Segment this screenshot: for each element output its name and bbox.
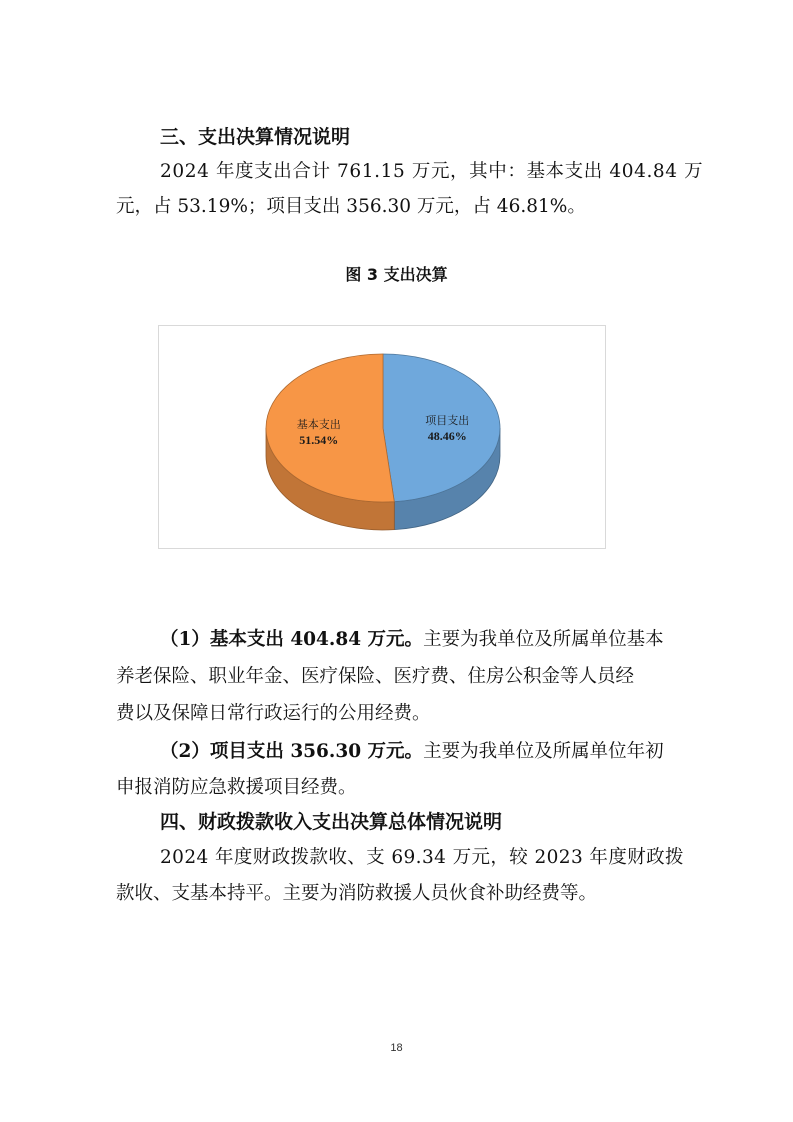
section-3-heading: 三、支出决算情况说明 — [160, 126, 351, 148]
item-1-line-1-rest: 主要为我单位及所属单位基本 — [423, 629, 664, 650]
pie-value-label: 48.46% — [427, 429, 467, 444]
item-1-line-3: 费以及保障日常行政运行的公用经费。 — [116, 703, 431, 724]
pie-chart — [158, 325, 606, 549]
item-2-lead: （2）项目支出 356.30 万元。 — [160, 741, 424, 762]
item-1-lead: （1）基本支出 404.84 万元。 — [160, 629, 424, 650]
section-3-paragraph-line-2: 元，占 53.19%；项目支出 356.30 万元，占 46.81%。 — [116, 196, 586, 217]
item-2-line-2: 申报消防应急救援项目经费。 — [116, 777, 357, 798]
pie-chart-svg — [159, 326, 607, 550]
pie-category-label: 基本支出 — [296, 417, 341, 431]
pie-value-label: 51.54% — [299, 432, 339, 447]
item-1-line-1 — [0, 625, 793, 651]
item-1-line-2: 养老保险、职业年金、医疗保险、医疗费、住房公积金等人员经 — [116, 666, 635, 687]
pie-category-label: 项目支出 — [425, 414, 470, 428]
page-number: 18 — [390, 1042, 403, 1054]
item-2-line-1 — [0, 737, 793, 763]
item-2-line-1-rest: 主要为我单位及所属单位年初 — [423, 741, 664, 762]
section-4-paragraph-line-2: 款收、支基本持平。主要为消防救援人员伙食补助经费等。 — [116, 883, 598, 904]
section-4-paragraph-line-1: 2024 年度财政拨款收、支 69.34 万元，较 2023 年度财政拨 — [160, 847, 684, 868]
section-4-heading: 四、财政拨款收入支出决算总体情况说明 — [160, 811, 503, 833]
section-3-paragraph-line-1: 2024 年度支出合计 761.15 万元，其中：基本支出 404.84 万 — [160, 161, 704, 182]
figure-title: 图 3 支出决算 — [345, 265, 448, 284]
